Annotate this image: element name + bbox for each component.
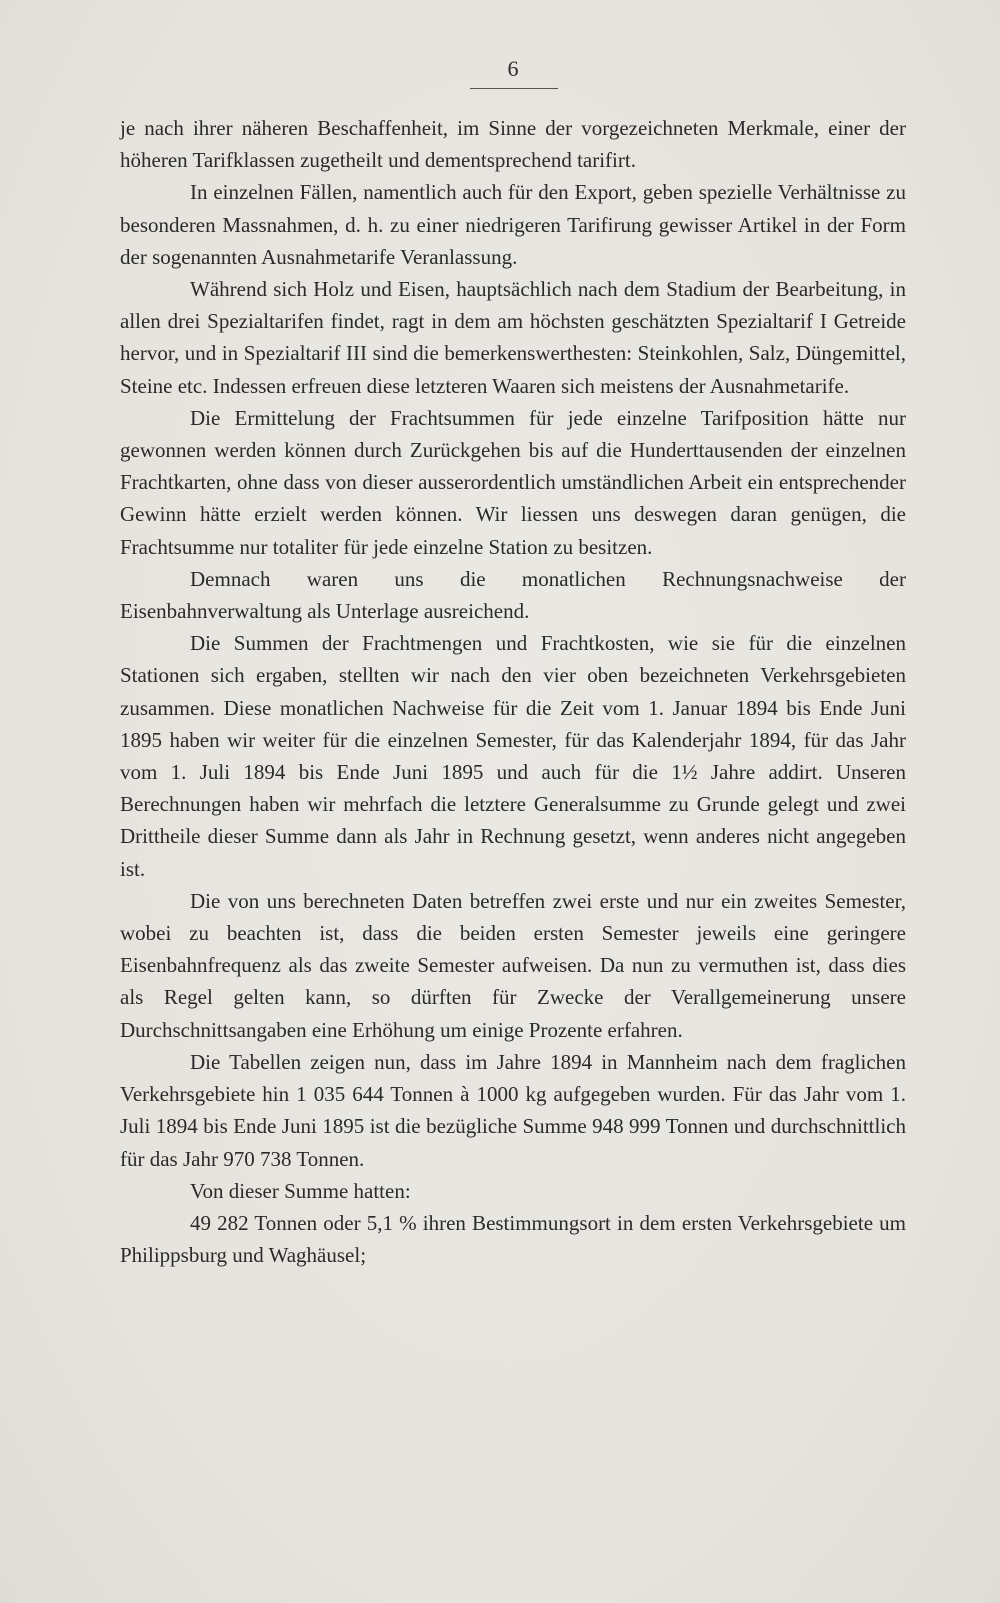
paragraph: Die Tabellen zeigen nun, dass im Jahre 1894 in Mannheim nach dem fraglichen Verkehrsgebiete hin 1 035 644 Tonnen à 1000 kg aufgegeben wurden. Für das Jahr vom 1. Juli 1894 bis Ende Juni 1895 ist die bezügliche Summe 948 999 Tonnen und durchschnittlich für das Jahr 970 738 Tonnen. bbox=[120, 1049, 906, 1171]
paragraph: 49 282 Tonnen oder 5,1 % ihren Bestimmungsort in dem ersten Verkehrsgebiete um Philippsburg und Waghäusel; bbox=[120, 1210, 906, 1268]
paragraph: Von dieser Summe hatten: bbox=[190, 1178, 411, 1203]
paragraph: Die Ermittelung der Frachtsummen für jede einzelne Tarifposition hätte nur gewonnen werden können durch Zurückgehen bis auf die Hunderttausenden der einzelnen Frachtkarten, ohne dass von dieser ausserordentlich umständlichen Arbeit ein entsprechender Gewinn hätte erzielt werden können. Wir liessen uns deswegen daran genügen, die Frachtsumme nur totaliter für jede einzelne Station zu besitzen. bbox=[120, 405, 906, 559]
paragraph: Während sich Holz und Eisen, hauptsächlich nach dem Stadium der Bearbeitung, in allen drei Spezialtarifen findet, ragt in dem am höchsten geschätzten Spezialtarif I Getreide hervor, und in Spezialtarif III sind die bemerkenswerthesten: Steinkohlen, Salz, Düngemittel, Steine etc. Indessen erfreuen diese letzteren Waaren sich meistens der Ausnahmetarife. bbox=[120, 277, 906, 398]
page-number: 6 bbox=[507, 56, 519, 81]
paragraph: je nach ihrer näheren Beschaffenheit, im Sinne der vorgezeichneten Merkmale, einer der höheren Tarifklassen zugetheilt und dementsprechend tarifirt. bbox=[120, 116, 906, 173]
paragraph: Die von uns berechneten Daten betreffen zwei erste und nur ein zweites Semester, wobei zu beachten ist, dass die beiden ersten Semester jeweils eine geringere Eisenbahnfrequenz als das zweite Semester aufweisen. Da nun zu vermuthen ist, dass dies als Regel gelten kann, so dürften für Zwecke der Verallgemeinerung unsere Durchschnittsangaben eine Erhöhung um einige Prozente erfahren. bbox=[120, 888, 906, 1042]
paragraph: In einzelnen Fällen, namentlich auch für den Export, geben spezielle Verhältnisse zu besonderen Massnahmen, d. h. zu einer niedrigeren Tarifirung gewisser Artikel in der Form der sogenannten Ausnahmetarife Veranlassung. bbox=[120, 180, 906, 269]
paragraph: Demnach waren uns die monatlichen Rechnungsnachweise der Eisenbahnverwaltung als Unterlage ausreichend. bbox=[120, 566, 906, 624]
paragraph: Die Summen der Frachtmengen und Frachtkosten, wie sie für die einzelnen Stationen sich ergaben, stellten wir nach den vier oben bezeichneten Verkehrsgebieten zusammen. Diese monatlichen Nachweise für die Zeit vom 1. Januar 1894 bis Ende Juni 1895 haben wir weiter für die einzelnen Semester, für das Kalenderjahr 1894, für das Jahr vom 1. Juli 1894 bis Ende Juni 1895 und auch für die 1½ Jahre addirt. Unseren Berechnungen haben wir mehrfach die letztere Generalsumme zu Grunde gelegt und zwei Drittheile dieser Summe dann als Jahr in Rechnung gesetzt, wenn anderes nicht angegeben ist. bbox=[120, 631, 906, 881]
header-rule bbox=[470, 88, 558, 89]
body-text bbox=[120, 112, 906, 1271]
